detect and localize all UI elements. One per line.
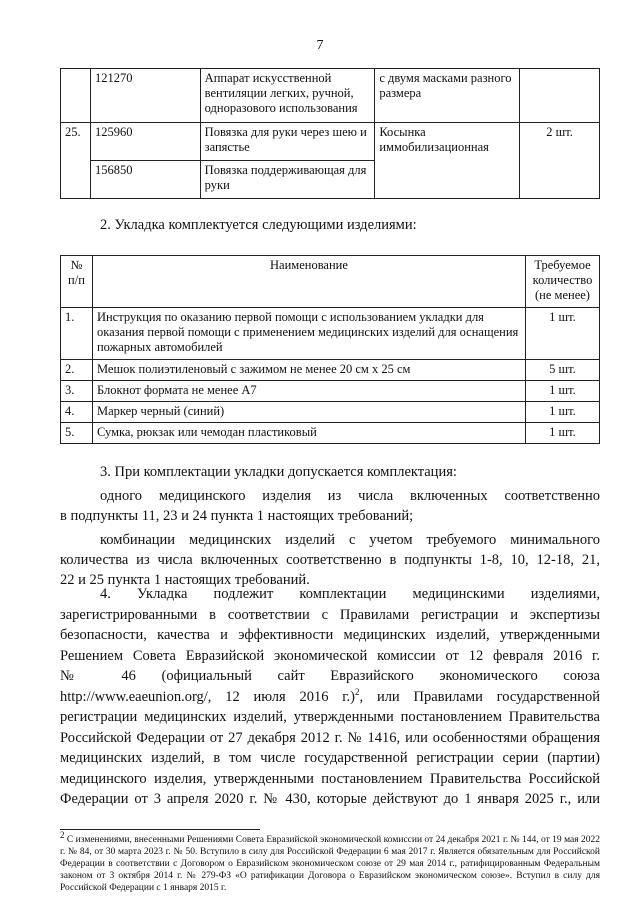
table-row bbox=[61, 423, 600, 444]
item-name: Повязка для руки через шею и запястье bbox=[200, 123, 375, 161]
table-row bbox=[61, 69, 600, 123]
table-row bbox=[61, 123, 600, 161]
paragraph-line: № 46 (официальный сайт Евразийского экономического союза bbox=[60, 668, 600, 684]
items-table-continuation bbox=[60, 68, 600, 199]
header-name: Наименование bbox=[92, 256, 525, 308]
paragraph-line: медицинских изделий, в том числе государственной регистрации серии (партии) bbox=[60, 750, 600, 766]
paragraph-line bbox=[60, 687, 600, 708]
url-text: http://www.eaeunion.org/, 12 июля 2016 г.) bbox=[60, 688, 356, 705]
table-header-row bbox=[61, 256, 600, 308]
paragraph-line: комбинации медицинских изделий с учетом требуемого минимального bbox=[100, 532, 600, 548]
footnote bbox=[60, 829, 600, 894]
item-code: 121270 bbox=[90, 69, 200, 123]
item-code: 156850 bbox=[90, 161, 200, 199]
page-number: 7 bbox=[316, 38, 324, 53]
footnote-text: С изменениями, внесенными Решениями Совета Евразийской экономической комиссии от 24 декабря 2021 г. № 144, от 19 мая 2022 г. № 84, от 30 марта 2023 г. № 50. Вступило в силу для Российской Федерации 6 мая 2017 г. Является обязательным для Российской Федерации в соответствии с Договором о Евразийском экономическом союзе от 29 мая 2014 г., ратифицированным Федеральным законом от 3 октября 2014 г. № 279-ФЗ «О ратификации Договора о Евразийском экономическом союзе». Вступил в силу для Российской Федерации с 1 января 2015 г. bbox=[60, 835, 600, 893]
paragraph-line: Федерации от 3 апреля 2020 г. № 430, которые действуют до 1 января 2025 г., или bbox=[60, 791, 600, 807]
item-spec: Косынка иммобилизационная bbox=[375, 123, 520, 199]
item-name: Блокнот формата не менее А7 bbox=[92, 381, 525, 402]
section-4 bbox=[60, 584, 600, 810]
paragraph-line: зарегистрированными в соответствии с Правилами регистрации и экспертизы bbox=[60, 606, 600, 623]
header-num: № п/п bbox=[61, 256, 93, 308]
table-row bbox=[61, 402, 600, 423]
kit-items-table bbox=[60, 255, 600, 444]
item-name: Аппарат искусственной вентиляции легких, ручной, одноразового использования bbox=[200, 69, 375, 123]
header-qty: Требуемое количество (не менее) bbox=[525, 256, 599, 308]
item-spec: с двумя масками разного размера bbox=[375, 69, 520, 123]
footnote-divider bbox=[60, 829, 260, 830]
item-qty: 5 шт. bbox=[525, 360, 599, 381]
paragraph-line: 4. Укладка подлежит комплектации медицинскими изделиями, bbox=[100, 586, 600, 602]
paragraph-line: в подпункты 11, 23 и 24 пункта 1 настоящих требований; bbox=[60, 508, 414, 524]
paragraph-line: безопасности, качества и эффективности медицинских изделий, утвержденными bbox=[60, 627, 600, 643]
section-2-heading: 2. Укладка комплектуется следующими изделиями: bbox=[100, 217, 417, 233]
footnote-ref: 2 bbox=[355, 686, 360, 697]
row-number: 3. bbox=[61, 381, 93, 402]
item-name: Сумка, рюкзак или чемодан пластиковый bbox=[92, 423, 525, 444]
paragraph-line: 22 и 25 пункта 1 настоящих требований. bbox=[60, 572, 310, 588]
paragraph-text: , или Правилами государственной bbox=[359, 688, 600, 705]
table-row bbox=[61, 360, 600, 381]
paragraph-line: медицинского изделия, утвержденными постановлением Правительства Российской bbox=[60, 770, 600, 787]
row-number: 1. bbox=[61, 308, 93, 360]
item-name: Маркер черный (синий) bbox=[92, 402, 525, 423]
row-number: 4. bbox=[61, 402, 93, 423]
row-number: 25. bbox=[61, 123, 91, 199]
item-name: Мешок полиэтиленовый с зажимом не менее 20 см х 25 см bbox=[92, 360, 525, 381]
paragraph-line: Решением Совета Евразийской экономической комиссии от 12 февраля 2016 г. bbox=[60, 647, 600, 664]
paragraph-line: регистрации медицинских изделий, утвержденными постановлением Правительства bbox=[60, 709, 600, 725]
row-number: 2. bbox=[61, 360, 93, 381]
item-qty: 1 шт. bbox=[525, 402, 599, 423]
row-number: 5. bbox=[61, 423, 93, 444]
item-code: 125960 bbox=[90, 123, 200, 161]
paragraph-line: Российской Федерации от 27 декабря 2012 г. № 1416, или особенностями обращения bbox=[60, 729, 600, 746]
item-name: Повязка поддерживающая для руки bbox=[200, 161, 375, 199]
item-qty bbox=[520, 69, 600, 123]
item-name: Инструкция по оказанию первой помощи с использованием укладки для оказания первой помощи с применением медицинских изделий для оснащения пожарных автомобилей bbox=[92, 308, 525, 360]
section-3-heading: 3. При комплектации укладки допускается комплектация: bbox=[100, 464, 457, 480]
paragraph-line: количества из числа включенных соответственно в подпункты 1-8, 10, 12-18, 21, bbox=[60, 552, 600, 568]
item-qty: 2 шт. bbox=[520, 123, 600, 199]
row-number bbox=[61, 69, 91, 123]
item-qty: 1 шт. bbox=[525, 423, 599, 444]
section-3 bbox=[60, 462, 600, 590]
item-qty: 1 шт. bbox=[525, 308, 599, 360]
table-row bbox=[61, 308, 600, 360]
paragraph-line: одного медицинского изделия из числа включенных соответственно bbox=[100, 488, 600, 504]
item-qty: 1 шт. bbox=[525, 381, 599, 402]
table-row bbox=[61, 381, 600, 402]
footnote-mark: 2 bbox=[60, 829, 65, 840]
